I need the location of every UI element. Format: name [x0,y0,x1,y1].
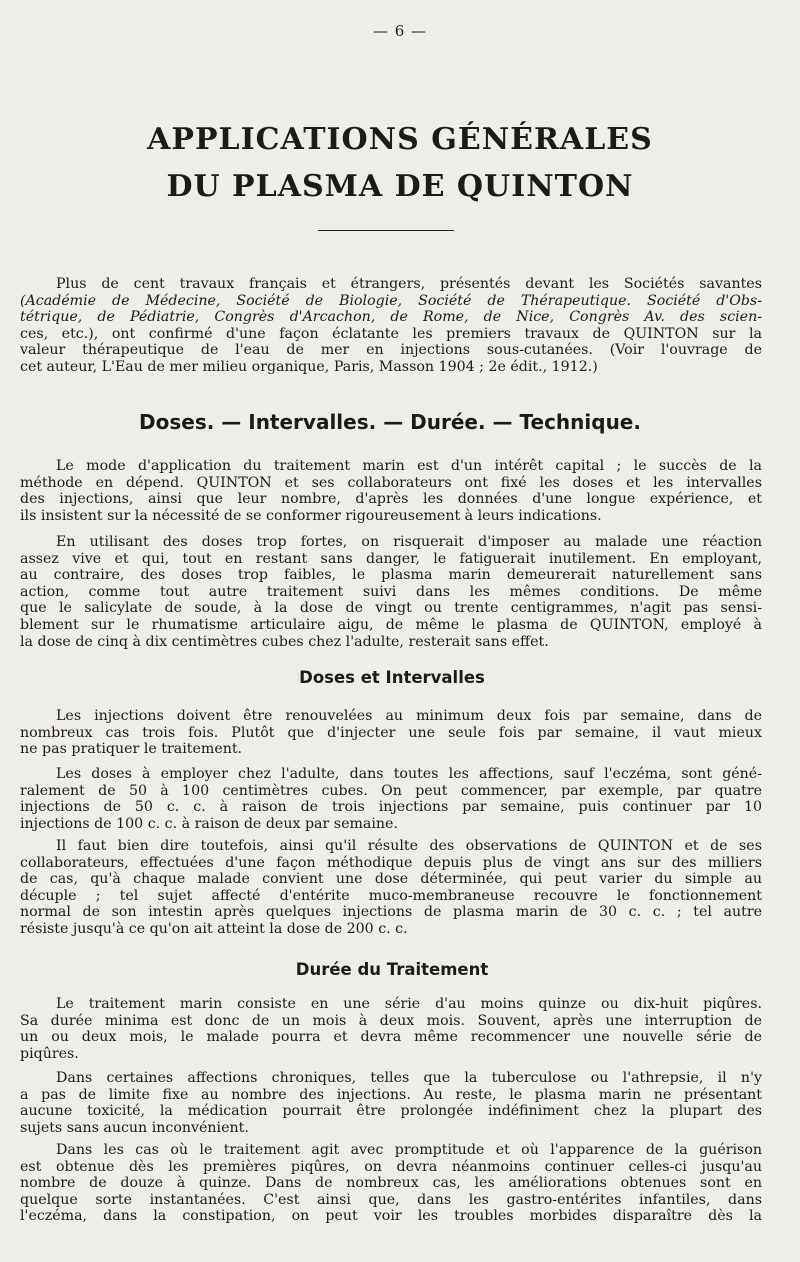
text-line: ne pas pratiquer le traitement. [20,741,243,758]
intro-paragraph [20,276,762,376]
section3-paragraph-1 [20,996,762,1062]
text-line: Dans certaines affections chroniques, telles que la tuberculose ou l'athrepsie, il n'y [56,1070,762,1086]
text-line: blement sur le rhumatisme articulaire aigu, de même le plasma de QUINTON, employé à [20,616,762,633]
title-line-2: DU PLASMA DE QUINTON [166,169,634,204]
text-line: piqûres. [20,1045,79,1062]
page-title [0,116,800,210]
text-line: Le mode d'application du traitement marin est d'un intérêt capital ; le succès de la [56,458,762,474]
text-line: la dose de cinq à dix centimètres cubes chez l'adulte, resterait sans effet. [20,633,549,650]
text-line: Dans les cas où le traitement agit avec promptitude et où l'apparence de la guérison [56,1142,762,1158]
text-line: (Académie de Médecine, Société de Biologie, Société de Thérapeutique. Société d'Obs- [20,292,762,309]
text-line: En utilisant des doses trop fortes, on risquerait d'imposer au malade une réaction [56,534,762,550]
section3-paragraph-2 [20,1070,762,1136]
text-line: a pas de limite fixe au nombre des injections. Au reste, le plasma marin ne présentant [20,1086,762,1103]
text-line: normal de son intestin après quelques injections de plasma marin de 30 c. c. ; tel autre [20,904,762,921]
text-line: un ou deux mois, le malade pourra et devra même recommencer une nouvelle série de [20,1029,762,1046]
text-line: assez vive et qui, tout en restant sans danger, le fatiguerait inutilement. En employant, [20,550,762,567]
text-line: injections de 50 c. c. à raison de trois injections par semaine, puis continuer par 10 [20,799,762,816]
text-line: aucune toxicité, la médication pourrait être prolongée indéfiniment chez la plupart des [20,1103,762,1120]
text-line: méthode en dépend. QUINTON et ses collaborateurs ont fixé les doses et les intervalles [20,474,762,491]
text-line: Sa durée minima est donc de un mois à deux mois. Souvent, après une interruption de [20,1012,762,1029]
text-line: nombreux cas trois fois. Plutôt que d'injecter une seule fois par semaine, il vaut mieux [20,724,762,741]
section1-paragraph-2 [20,534,762,650]
section-heading-doses-intervalles: Doses et Intervalles [299,668,485,687]
text-line: Plus de cent travaux français et étrangers, présentés devant les Sociétés savantes [56,276,762,292]
text-line: ils insistent sur la nécessité de se conformer rigoureusement à leurs indications. [20,507,602,524]
text-line: décuple ; tel sujet affecté d'entérite muco-membraneuse recouvre le fonctionnement [20,887,762,904]
text-line: Les doses à employer chez l'adulte, dans toutes les affections, sauf l'eczéma, sont géné- [56,766,762,782]
text-line: tétrique, de Pédiatrie, Congrès d'Arcachon, de Rome, de Nice, Congrès Av. des scien- [20,309,762,326]
text-line: ralement de 50 à 100 centimètres cubes. On peut commencer, par exemple, par quatre [20,782,762,799]
text-line: cet auteur, L'Eau de mer milieu organique, Paris, Masson 1904 ; 2e édit., 1912.) [20,358,598,375]
text-line: nombre de douze à quinze. Dans de nombreux cas, les améliorations obtenues sont en [20,1175,762,1192]
text-line: injections de 100 c. c. à raison de deux par semaine. [20,815,398,832]
text-line: que le salicylate de soude, à la dose de vingt ou trente centigrammes, n'agit pas sensi- [20,600,762,617]
text-line: est obtenue dès les premières piqûres, on devra néanmoins continuer celles-ci jusqu'au [20,1158,762,1175]
section1-paragraph-1 [20,458,762,524]
text-line: de cas, qu'à chaque malade convient une dose déterminée, qui peut varier du simple au [20,871,762,888]
text-line: Le traitement marin consiste en une série d'au moins quinze ou dix-huit piqûres. [56,996,762,1012]
page-number: — 6 — [372,22,428,40]
section2-paragraph-3 [20,838,762,938]
text-line: ces, etc.), ont confirmé d'une façon éclatante les premiers travaux de QUINTON sur la [20,325,762,342]
title-divider [318,230,454,231]
text-line: collaborateurs, effectuées d'une façon méthodique depuis plus de vingt ans sur des milliers [20,854,762,871]
text-line: résiste jusqu'à ce qu'on ait atteint la dose de 200 c. c. [20,920,408,937]
text-line: sujets sans aucun inconvénient. [20,1119,249,1136]
section-heading-duree: Durée du Traitement [295,960,489,979]
text-line: au contraire, des doses trop faibles, le plasma marin demeurerait naturellement sans [20,567,762,584]
section3-paragraph-3 [20,1142,762,1225]
title-line-1: APPLICATIONS GÉNÉRALES [147,122,653,157]
section-heading-doses-technique: Doses. — Intervalles. — Durée. — Technique. [139,410,641,434]
text-line: quelque sorte instantanées. C'est ainsi que, dans les gastro-entérites infantiles, dans [20,1191,762,1208]
text-line: valeur thérapeutique de l'eau de mer en injections sous-cutanées. (Voir l'ouvrage de [20,342,762,359]
text-line: Il faut bien dire toutefois, ainsi qu'il résulte des observations de QUINTON et de ses [56,838,762,854]
section2-paragraph-2 [20,766,762,832]
text-line: action, comme tout autre traitement suivi dans les mêmes conditions. De même [20,583,762,600]
section2-paragraph-1 [20,708,762,758]
text-line: des injections, ainsi que leur nombre, d'après les données d'une longue expérience, et [20,491,762,508]
text-line: Les injections doivent être renouvelées au minimum deux fois par semaine, dans de [56,708,762,724]
text-line: l'eczéma, dans la constipation, on peut voir les troubles morbides disparaître dès la [20,1208,762,1225]
